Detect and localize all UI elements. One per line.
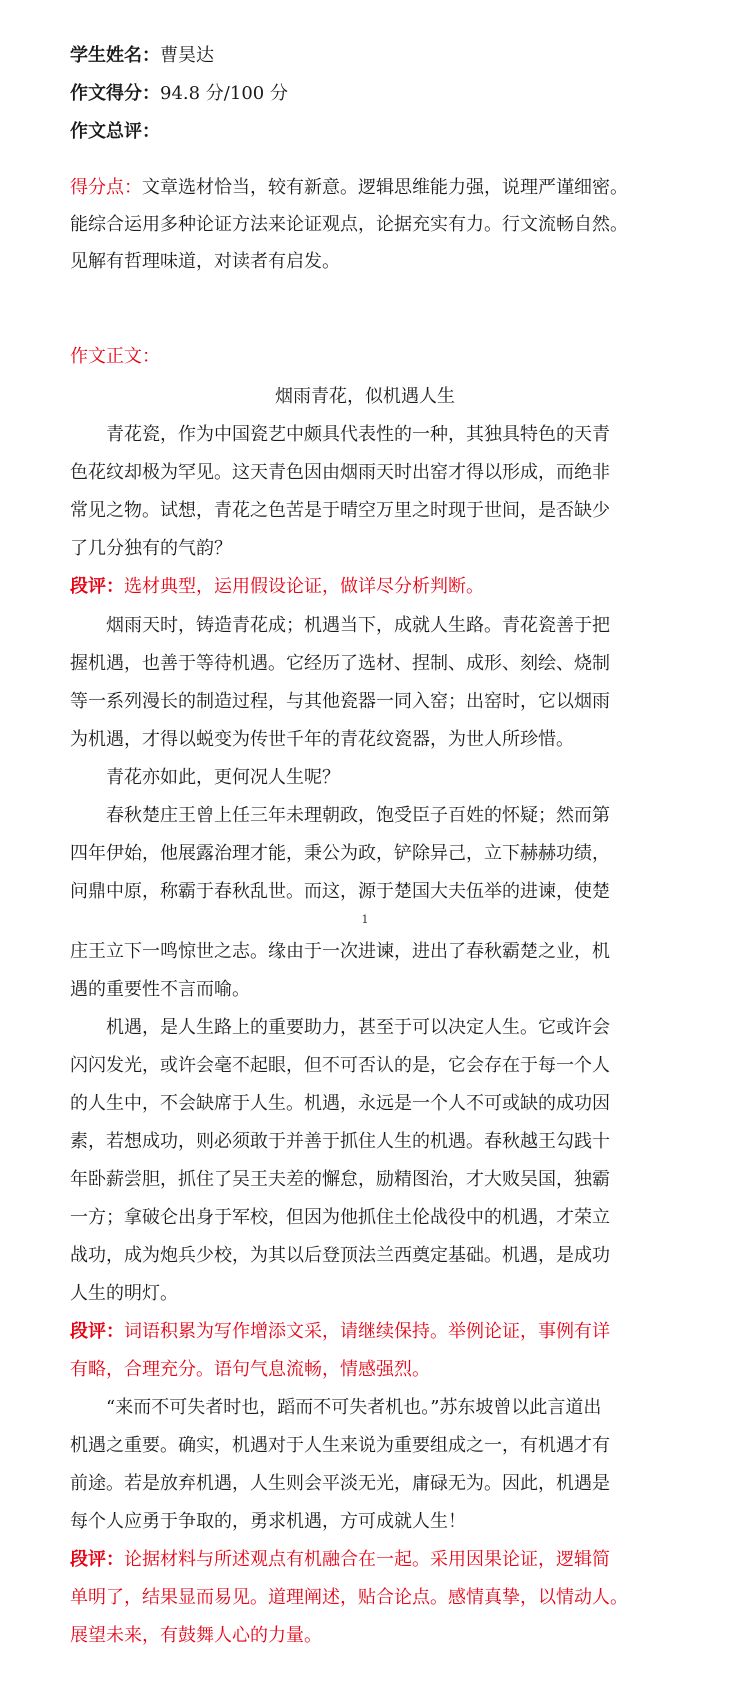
overall-review-label: 得分点：	[70, 177, 142, 198]
overall-review-line-3: 见解有哲理味道，对读者有启发。	[70, 251, 340, 272]
essay-title: 烟雨青花，似机遇人生	[275, 386, 455, 407]
p6-line-1: “来而不可失者时也，蹈而不可失者机也。”苏东坡曾以此言道出	[106, 1397, 602, 1418]
p6-line-2: 机遇之重要。确实，机遇对于人生来说为重要组成之一，有机遇才有	[70, 1435, 610, 1456]
p2-line-4: 为机遇，才得以蜕变为传世千年的青花纹瓷器，为世人所珍惜。	[70, 729, 574, 750]
overall-review-text-1: 文章选材恰当，较有新意。逻辑思维能力强，说理严谨细密。	[142, 177, 628, 198]
p2-line-3: 等一系列漫长的制造过程，与其他瓷器一同入窑；出窑时，它以烟雨	[70, 691, 610, 712]
p4-line-1: 春秋楚庄王曾上任三年未理朝政，饱受臣子百姓的怀疑；然而第	[106, 805, 610, 826]
p3-line-1: 青花亦如此，更何况人生呢？	[106, 767, 340, 788]
paragraph-review-3-text-1: 论据材料与所述观点有机融合在一起。采用因果论证，逻辑简	[124, 1549, 610, 1570]
paragraph-review-1	[70, 575, 670, 599]
essay-body-label: 作文正文：	[70, 346, 160, 367]
p6-line-4: 每个人应勇于争取的，勇求机遇，方可成就人生！	[70, 1511, 466, 1532]
p4-line-2: 四年伊始，他展露治理才能，秉公为政，铲除异己，立下赫赫功绩，	[70, 843, 610, 864]
paragraph-review-2-label: 段评：	[70, 1321, 124, 1342]
overall-review-line-1	[70, 176, 670, 200]
paragraph-review-3-line-3: 展望未来，有鼓舞人心的力量。	[70, 1625, 322, 1646]
overall-comment-label: 作文总评：	[70, 121, 160, 142]
p5-line-2: 闪闪发光，或许会毫不起眼，但不可否认的是，它会存在于每一个人	[70, 1055, 610, 1076]
p5-line-7: 战功，成为炮兵少校，为其以后登顶法兰西奠定基础。机遇，是成功	[70, 1245, 610, 1266]
p2-line-1: 烟雨天时，铸造青花成；机遇当下，成就人生路。青花瓷善于把	[106, 615, 610, 636]
paragraph-review-3-line-1	[70, 1548, 670, 1572]
p6-line-3: 前途。若是放弃机遇，人生则会平淡无光，庸碌无为。因此，机遇是	[70, 1473, 610, 1494]
p1-line-1: 青花瓷，作为中国瓷艺中颇具代表性的一种，其独具特色的天青	[106, 424, 610, 445]
overall-review-line-2: 能综合运用多种论证方法来论证观点，论据充实有力。行文流畅自然。	[70, 214, 628, 235]
p1-line-3: 常见之物。试想，青花之色苦是于晴空万里之时现于世间，是否缺少	[70, 500, 610, 521]
paragraph-review-1-text: 选材典型，运用假设论证，做详尽分析判断。	[124, 576, 484, 597]
paragraph-review-1-label: 段评：	[70, 576, 124, 597]
paragraph-review-3-line-2: 单明了，结果显而易见。道理阐述，贴合论点。感情真挚，以情动人。	[70, 1587, 628, 1608]
p5-line-6: 一方；拿破仑出身于军校，但因为他抓住土伦战役中的机遇，才荣立	[70, 1207, 610, 1228]
p5-line-8: 人生的明灯。	[70, 1283, 178, 1304]
score-label: 作文得分：	[70, 83, 160, 104]
p5-line-3: 的人生中，不会缺席于人生。机遇，永远是一个人不可或缺的成功因	[70, 1093, 610, 1114]
p4-line-4: 庄王立下一鸣惊世之志。缘由于一次进谏，进出了春秋霸楚之业，机	[70, 941, 610, 962]
student-name-value: 曹昊达	[160, 45, 214, 66]
p5-line-4: 素，若想成功，则必须敢于并善于抓住人生的机遇。春秋越王勾践十	[70, 1131, 610, 1152]
paragraph-review-2-text-1: 词语积累为写作增添文采，请继续保持。举例论证，事例有详	[124, 1321, 610, 1342]
p4-line-5: 遇的重要性不言而喻。	[70, 979, 250, 1000]
score-row	[70, 82, 670, 106]
student-name-row	[70, 44, 670, 68]
paragraph-review-2-line-2: 有略，合理充分。语句气息流畅，情感强烈。	[70, 1359, 430, 1380]
p4-line-3: 问鼎中原，称霸于春秋乱世。而这，源于楚国大夫伍举的进谏，使楚	[70, 881, 610, 902]
p1-line-2: 色花纹却极为罕见。这天青色因由烟雨天时出窑才得以形成，而绝非	[70, 462, 610, 483]
student-name-label: 学生姓名：	[70, 45, 160, 66]
p5-line-5: 年卧薪尝胆，抓住了吴王夫差的懈怠，励精图治，才大败吴国，独霸	[70, 1169, 610, 1190]
p2-line-2: 握机遇，也善于等待机遇。它经历了选材、捏制、成形、刻绘、烧制	[70, 653, 610, 674]
score-value: 94.8 分/100 分	[160, 83, 288, 104]
paragraph-review-2-line-1	[70, 1320, 670, 1344]
p5-line-1: 机遇，是人生路上的重要助力，甚至于可以决定人生。它或许会	[106, 1017, 610, 1038]
paragraph-review-3-label: 段评：	[70, 1549, 124, 1570]
p1-line-4: 了几分独有的气韵？	[70, 538, 232, 559]
page-number: 1	[361, 913, 369, 926]
